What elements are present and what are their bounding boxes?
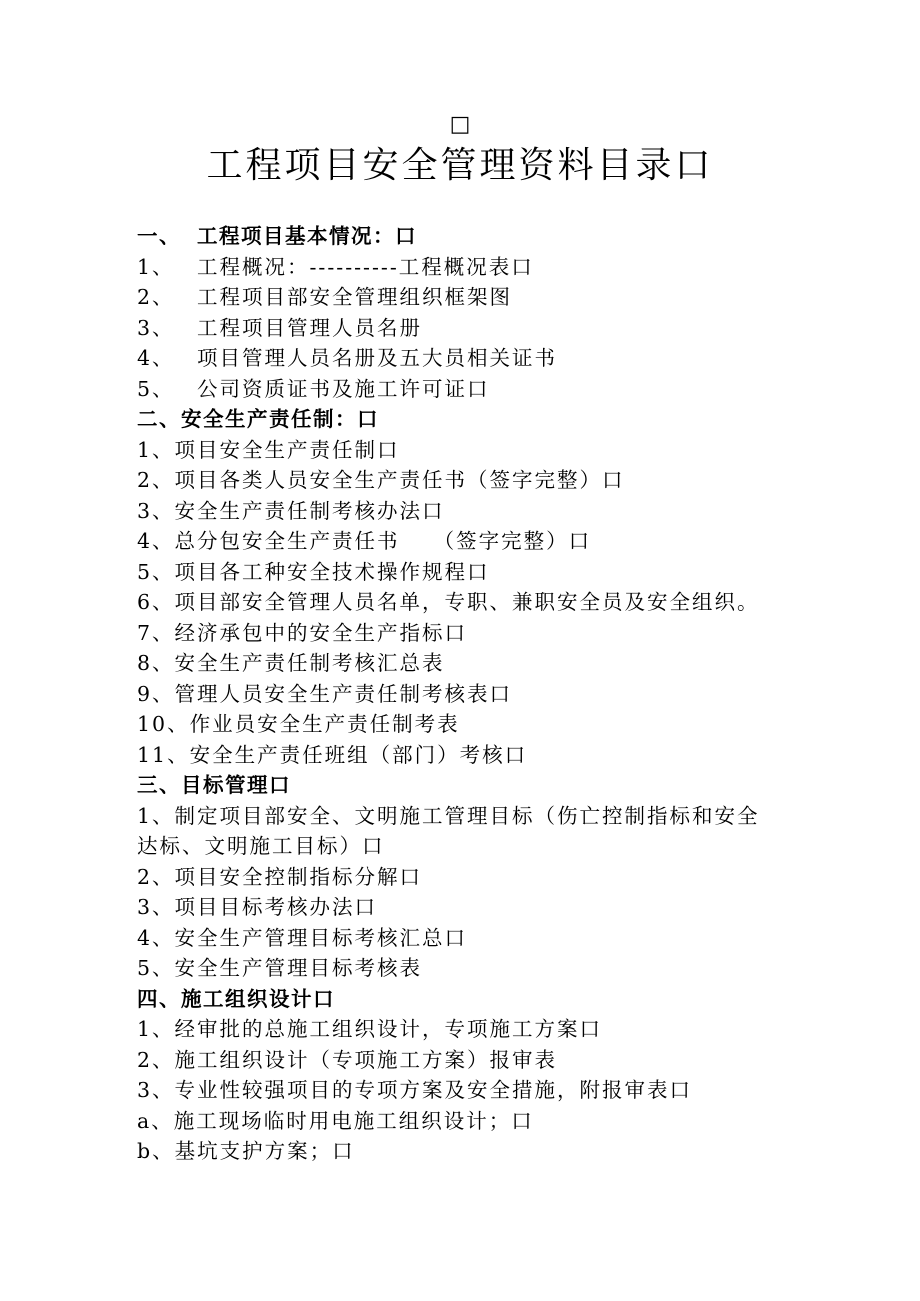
section-heading-4: 四、施工组织设计口 bbox=[137, 986, 335, 1011]
toc-list bbox=[137, 221, 787, 1167]
list-item: 2、施工组织设计（专项施工方案）报审表 bbox=[137, 1047, 558, 1072]
list-item: 2、项目各类人员安全生产责任书（签字完整）口 bbox=[137, 468, 625, 492]
list-item: 11、安全生产责任班组（部门）考核口 bbox=[137, 742, 528, 767]
section-heading-1-num: 一、 bbox=[137, 224, 181, 248]
list-item: 4、总分包安全生产责任书 （签字完整）口 bbox=[137, 529, 592, 553]
list-item: 4、 项目管理人员名册及五大员相关证书 bbox=[137, 346, 557, 370]
list-item: 8、安全生产责任制考核汇总表 bbox=[137, 651, 445, 675]
list-item: 1、项目安全生产责任制口 bbox=[137, 437, 400, 462]
list-item: 3、 工程项目管理人员名册 bbox=[137, 315, 422, 340]
list-item: 1、经审批的总施工组织设计，专项施工方案口 bbox=[137, 1017, 603, 1041]
list-item: 5、安全生产管理目标考核表 bbox=[137, 956, 423, 980]
list-item: 3、项目目标考核办法口 bbox=[137, 895, 378, 919]
top-square-mark: □ bbox=[449, 112, 471, 137]
section-heading-2: 二、安全生产责任制：口 bbox=[137, 407, 379, 431]
list-item: 3、专业性较强项目的专项方案及安全措施，附报审表口 bbox=[137, 1078, 693, 1102]
list-item: 1、制定项目部安全、文明施工管理目标（伤亡控制指标和安全 bbox=[137, 803, 760, 828]
section-heading-1-text: 工程项目基本情况：口 bbox=[197, 224, 417, 248]
list-item: b、基坑支护方案；口 bbox=[137, 1139, 355, 1163]
document-title: 工程项目安全管理资料目录口 bbox=[206, 145, 714, 186]
list-item: 10、作业员安全生产责任制考表 bbox=[137, 712, 460, 736]
list-item: a、施工现场临时用电施工组织设计；口 bbox=[137, 1108, 534, 1133]
list-item: 7、经济承包中的安全生产指标口 bbox=[137, 620, 468, 645]
list-item-continuation: 达标、文明施工目标）口 bbox=[137, 834, 385, 858]
list-item: 2、 工程项目部安全管理组织框架图 bbox=[137, 285, 512, 309]
list-item: 6、项目部安全管理人员名单，专职、兼职安全员及安全组织。 bbox=[137, 590, 760, 614]
list-item: 9、管理人员安全生产责任制考核表口 bbox=[137, 681, 513, 706]
list-item: 1、 工程概况：----------工程概况表口 bbox=[137, 254, 534, 279]
list-item: 3、安全生产责任制考核办法口 bbox=[137, 498, 445, 523]
list-item: 5、 公司资质证书及施工许可证口 bbox=[137, 376, 490, 401]
section-heading-1 bbox=[137, 221, 787, 252]
section-heading-3: 三、目标管理口 bbox=[137, 773, 291, 797]
list-item: 5、项目各工种安全技术操作规程口 bbox=[137, 559, 490, 584]
list-item: 4、安全生产管理目标考核汇总口 bbox=[137, 925, 468, 950]
list-item: 2、项目安全控制指标分解口 bbox=[137, 864, 423, 889]
